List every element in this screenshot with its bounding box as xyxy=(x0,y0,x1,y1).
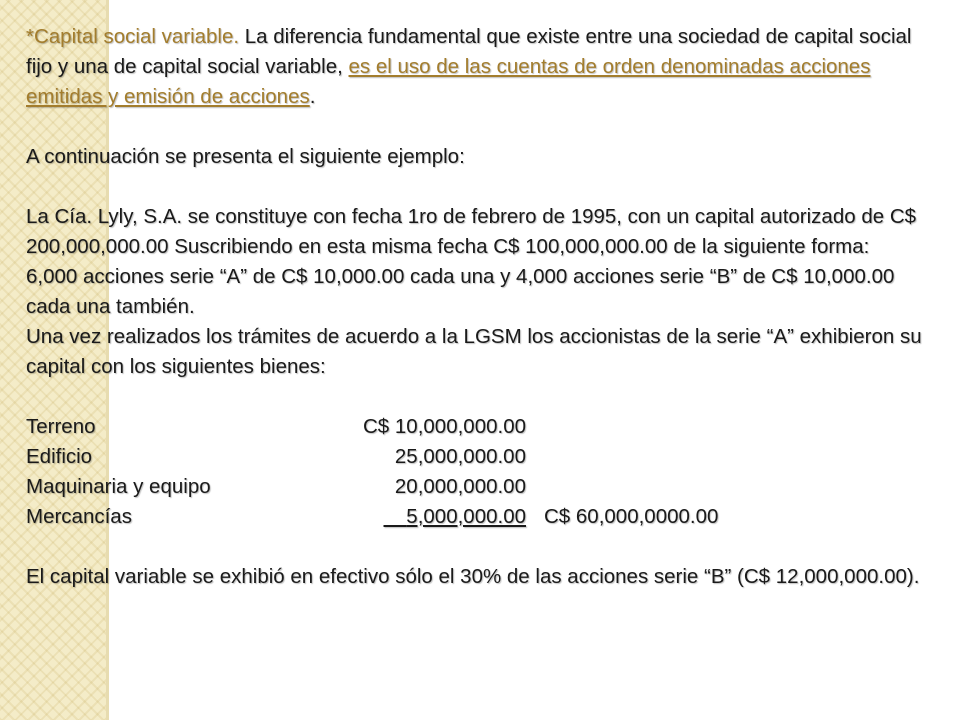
asset-amount-value: 5,000,000.00 xyxy=(406,505,526,528)
asset-row xyxy=(26,502,936,532)
asset-label: Terreno xyxy=(26,415,96,438)
assets-total: C$ 60,000,0000.00 xyxy=(544,505,719,528)
intro-underlined-phrase[interactable]: es el uso de las cuentas de orden denominadas acciones emitidas y emisión de acciones xyxy=(26,55,871,108)
intro-text-1: La diferencia fundamental que existe entre una sociedad de capital social fijo y una de capital social variable, xyxy=(26,25,912,78)
exhibit-paragraph: Una vez realizados los trámites de acuerdo a la LGSM los accionistas de la serie “A” exhibieron su capital con los siguientes bienes: xyxy=(26,325,922,378)
intro-text-2: . xyxy=(309,85,316,108)
asset-amount xyxy=(384,502,527,532)
spacer xyxy=(26,382,936,412)
slide-body xyxy=(26,22,936,592)
asset-label: Maquinaria y equipo xyxy=(26,475,211,498)
spacer xyxy=(26,172,936,202)
closing-paragraph: El capital variable se exhibió en efectivo sólo el 30% de las acciones serie “B” (C$ 12,000,000.00). xyxy=(26,565,920,588)
asset-label: Mercancías xyxy=(26,505,132,528)
asset-amount: C$ 10,000,000.00 xyxy=(363,415,526,438)
assets-table xyxy=(26,412,936,532)
spacer xyxy=(26,532,936,562)
asset-label: Edificio xyxy=(26,445,93,468)
spacer xyxy=(26,112,936,142)
intro-paragraph xyxy=(26,22,936,112)
asset-row xyxy=(26,442,936,472)
asset-row xyxy=(26,412,936,442)
asset-row xyxy=(26,472,936,502)
company-paragraph: La Cía. Lyly, S.A. se constituye con fecha 1ro de febrero de 1995, con un capital autorizado de C$ 200,000,000.00 Suscribiendo en esta misma fecha C$ 100,000,000.00 de la siguiente forma: xyxy=(26,205,917,258)
shares-paragraph: 6,000 acciones serie “A” de C$ 10,000.00 cada una y 4,000 acciones serie “B” de C$ 10,000.00 cada una también. xyxy=(26,265,895,318)
example-intro: A continuación se presenta el siguiente ejemplo: xyxy=(26,145,465,168)
asset-amount: 20,000,000.00 xyxy=(394,475,526,498)
intro-lead: *Capital social variable. xyxy=(26,25,240,48)
asset-amount: 25,000,000.00 xyxy=(394,445,526,468)
